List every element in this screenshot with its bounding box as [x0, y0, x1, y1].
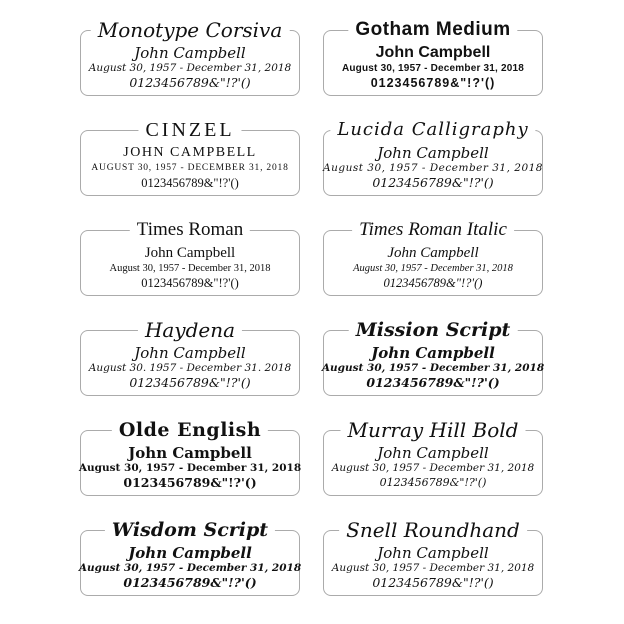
font-name-label: Murray Hill Bold [341, 418, 526, 442]
font-sample-card [78, 519, 302, 596]
font-name-label: CINZEL [138, 118, 241, 142]
font-name-label: Times Roman Italic [352, 218, 514, 242]
sample-characters-line: 0123456789&"!?'() [383, 275, 483, 290]
sample-name-line: John Campbell [375, 43, 491, 61]
sample-characters-line: 0123456789&"!?'() [372, 574, 494, 590]
sample-name-line: John Campbell [128, 443, 252, 462]
sample-characters-line: 0123456789&"!?'() [370, 75, 496, 90]
sample-name-line: John Campbell [377, 543, 489, 562]
font-sample-card [323, 418, 543, 496]
font-sample-card [80, 318, 300, 396]
font-name-label: Haydena [138, 318, 242, 342]
sample-dates-line: August 30, 1957 - December 31, 2018 [321, 361, 545, 374]
sample-dates-line: August 30, 1957 - December 31, 2018 [78, 461, 302, 474]
sample-characters-line: 0123456789&"!?'() [123, 474, 257, 490]
font-sample-card [80, 219, 300, 296]
sample-dates-line: August 30, 1957 - December 31, 2018 [323, 161, 543, 174]
sample-characters-line: 0123456789&"!?'() [366, 374, 500, 390]
sample-dates-line: August 30, 1957 - December 31, 2018 [109, 262, 271, 274]
font-sample-card [323, 219, 543, 296]
sample-name-line: JOHN CAMPBELL [123, 144, 257, 160]
sample-characters-line: 0123456789&"!?'() [141, 175, 239, 190]
sample-characters-line: 0123456789&"!?'() [372, 174, 494, 190]
font-name-label: Times Roman [130, 218, 250, 242]
font-sample-card [321, 319, 545, 396]
sample-characters-line: 0123456789&"!?'() [141, 275, 239, 290]
sample-name-line: John Campbell [387, 244, 479, 261]
font-name-label: Olde English [112, 418, 268, 442]
sample-dates-line: August 30, 1957 - December 31, 2018 [353, 262, 513, 274]
font-name-label: Lucida Calligraphy [330, 118, 535, 142]
font-name-label: Snell Roundhand [339, 518, 527, 542]
sample-dates-line: August 30. 1957 - December 31. 2018 [88, 361, 292, 374]
sample-name-line: John Campbell [134, 43, 246, 62]
font-sample-card [323, 119, 543, 196]
font-name-label: Mission Script [349, 318, 518, 342]
sample-characters-line: 0123456789&"!?'() [129, 74, 251, 90]
sample-name-line: John Campbell [134, 343, 246, 362]
font-sample-card [80, 18, 300, 96]
font-name-label: Gotham Medium [348, 18, 517, 42]
sample-dates-line: August 30, 1957 - December 31, 2018 [331, 561, 535, 574]
sample-dates-line: August 30, 1957 - December 31, 2018 [78, 561, 302, 574]
sample-dates-line: August 30, 1957 - December 31, 2018 [341, 62, 525, 74]
sample-dates-line: AUGUST 30, 1957 - DECEMBER 31, 2018 [91, 162, 289, 173]
sample-name-line: John Campbell [128, 543, 252, 562]
font-sample-card [80, 119, 300, 196]
sample-dates-line: August 30, 1957 - December 31, 2018 [88, 61, 292, 74]
font-sample-card [78, 419, 302, 496]
sample-characters-line: 0123456789&"!?'() [123, 574, 257, 590]
sample-name-line: John Campbell [144, 244, 236, 261]
sample-characters-line: 0123456789&"!?'() [379, 475, 487, 489]
sample-name-line: John Campbell [377, 143, 489, 162]
sample-name-line: John Campbell [377, 443, 489, 462]
sample-dates-line: August 30, 1957 - December 31, 2018 [331, 461, 535, 474]
font-sample-card [323, 19, 543, 96]
font-grid [78, 18, 545, 596]
font-name-label: Monotype Corsiva [91, 18, 290, 42]
sample-name-line: John Campbell [371, 343, 495, 362]
sample-characters-line: 0123456789&"!?'() [129, 374, 251, 390]
font-name-label: Wisdom Script [105, 518, 275, 542]
font-sample-card [323, 518, 543, 596]
